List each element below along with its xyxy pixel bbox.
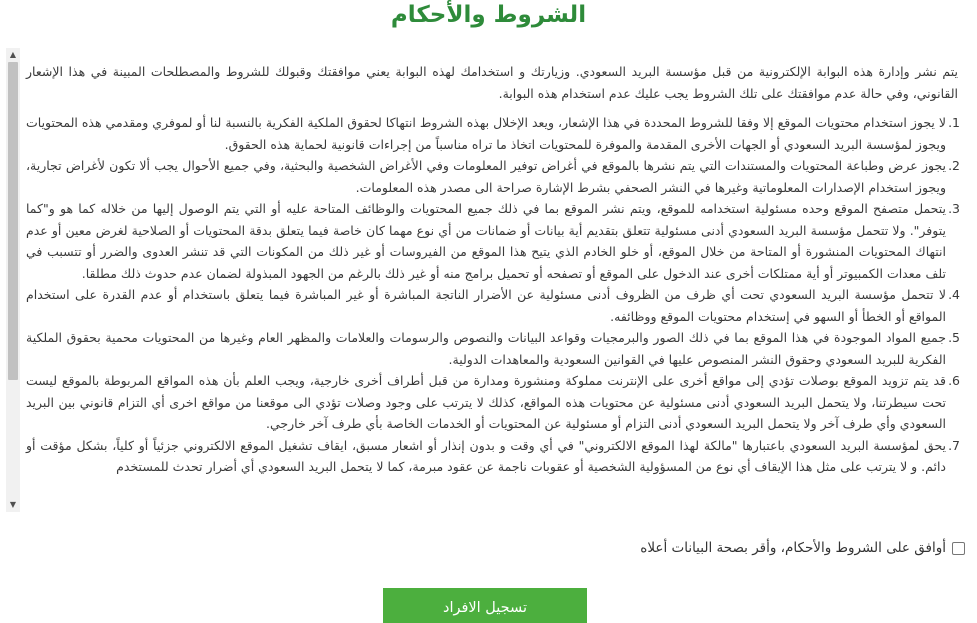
clause-text: يجوز عرض وطباعة المحتويات والمستندات التي يتم نشرها بالموقع في أغراض توفير المعلومات وفي الأغراض الشخصية والبحثية، وفي جميع الأحوال يجب ألا تكون لأغراض تجارية، ويجوز استخدام الإصدارات المعلوماتية وغيرها في النشر الصحفي بشرط الإشارة صراحة الى مصدر هذه المعلومات. bbox=[26, 158, 946, 195]
clause-number: 4. bbox=[948, 287, 960, 302]
terms-clause-5 bbox=[26, 327, 958, 370]
clause-number: 3. bbox=[948, 201, 960, 216]
clause-text: يحق لمؤسسة البريد السعودي باعتبارها "مالكة لهذا الموقع الالكتروني" في أي وقت و بدون إنذار أو اشعار مسبق، ايقاف تشغيل الموقع الالكتروني جزئياً أو كلياً، بشكل مؤقت أو دائم. و لا يترتب على مثل هذا الإيقاف أي نوع من المسؤولية الشخصية أو عقوبات ناجمة عن عقود مبرمة، كما لا يتحمل البريد السعودي أي أضرار تحدث للمستخدم bbox=[26, 437, 946, 474]
clause-number: 5. bbox=[948, 330, 960, 345]
scroll-up-arrow-icon[interactable]: ▲ bbox=[9, 50, 17, 59]
terms-intro: يتم نشر وإدارة هذه البوابة الإلكترونية من قبل مؤسسة البريد السعودي. وزيارتك و استخدامك لهذه البوابة يعني موافقتك وقبولك للشروط والمصطلحات المبينة في هذا الإشعار القانوني، وفي حالة عدم موافقتك على تلك الشروط يجب عليك عدم استخدام هذه البوابة. bbox=[26, 64, 958, 101]
clause-text: جميع المواد الموجودة في هذا الموقع بما في ذلك الصور والبرمجيات وقواعد البيانات والنصوص والرسومات والعلامات والمظهر العام وغيرها من المحتويات محمية بحقوق الملكية الفكرية للبريد السعودي وحقوق النشر المنصوص عليها في القوانين السعودية والمعاهدات الدولية. bbox=[26, 330, 946, 367]
clause-text: قد يتم تزويد الموقع بوصلات تؤدي إلى مواقع أخرى على الإنترنت مملوكة ومنشورة ومدارة من قبل أطراف أخرى خارجية، ويجب العلم بأن هذه المواقع المربوطة بالموقع ليست تحت سيطرتنا، ولا يتحمل البريد السعودي أدنى مسئولية عن محتويات هذه المواقع، كذلك لا يترتب على وجود وصلات تؤدي الى موقعنا من مواقع اخرى أي التزام قانوني بين البريد السعودي وأي طرف آخر ولا يتحمل البريد السعودي أدنى التزام أو مسئولية عن المحتويات أو الخدمات الخاصة بأي طرف آخر خارجي. bbox=[26, 373, 946, 431]
vertical-scrollbar[interactable] bbox=[6, 48, 20, 512]
page-title: الشروط والأحكام bbox=[390, 2, 587, 28]
clause-text: يتحمل متصفح الموقع وحده مسئولية استخدامه للموقع، ويتم نشر الموقع بما في ذلك جميع المحتويات والوظائف المتاحة عليه أو التي يتم الوصول إليها من خلاله كما هو و"كما يتوفر". ولا تتحمل مؤسسة البريد السعودي أدنى مسئولية تتعلق بتقديم أية بيانات أو ضمانات من أي نوع مهما كان خاصة فيما يتعلق بدقة المحتويات أو الصلاحية لغرض معين أو عدم انتهاك المحتويات المنشورة أو المتاحة من خلال الموقع، أو خلو الخادم الذي يتيح هذا الموقع من الفيروسات أو غير ذلك من المكونات التي قد تنشر العدوى والضرر أو تتسبب في تلف معدات الكمبيوتر أو أية ممتلكات أخرى عند الدخول على الموقع أو تصفحه أو تحميل برامج منه أو غير ذلك بالرغم من الجهود المبذولة لضمان عدم حدوث ذلك مطلقا. bbox=[26, 201, 946, 281]
terms-scroll-box[interactable] bbox=[6, 48, 964, 512]
agree-terms-row[interactable] bbox=[640, 540, 965, 556]
terms-clause-1 bbox=[26, 112, 958, 155]
agree-terms-label[interactable]: أوافق على الشروط والأحكام، وأقر بصحة البيانات أعلاه bbox=[640, 540, 946, 556]
register-individuals-button[interactable]: تسجيل الافراد bbox=[383, 588, 587, 623]
clause-text: لا تتحمل مؤسسة البريد السعودي تحت أي ظرف من الظروف أدنى مسئولية عن الأضرار الناتجة المباشرة أو غير المباشرة فيما يتعلق باستخدام أو عدم القدرة على استخدام المواقع أو الخطأ أو السهو في إستخدام محتويات الموقع ووظائفه. bbox=[26, 287, 946, 324]
terms-clause-7 bbox=[26, 435, 958, 478]
clause-number: 6. bbox=[948, 373, 960, 388]
clause-text: لا يجوز استخدام محتويات الموقع إلا وفقا للشروط المحددة في هذا الإشعار، ويعد الإخلال بهذه الشروط انتهاكا لحقوق الملكية الفكرية بالنسبة لنا أو لموفري ومقدمي هذه المحتويات ويجوز لمؤسسة البريد السعودي أو الجهات الأخرى المقدمة والموفرة للمحتويات اتخاذ ما تراه مناسباً من إجراءات قانونية لحماية هذه الحقوق. bbox=[26, 115, 946, 152]
terms-clause-2 bbox=[26, 155, 958, 198]
clause-number: 1. bbox=[948, 115, 960, 130]
agree-terms-checkbox[interactable] bbox=[952, 542, 965, 555]
scroll-thumb[interactable] bbox=[8, 62, 18, 380]
terms-clause-3 bbox=[26, 198, 958, 284]
scroll-down-arrow-icon[interactable]: ▼ bbox=[9, 500, 17, 509]
clause-number: 7. bbox=[948, 437, 960, 453]
terms-clauses-list bbox=[26, 112, 958, 478]
terms-clause-4 bbox=[26, 284, 958, 327]
terms-clause-6 bbox=[26, 370, 958, 435]
clause-number: 2. bbox=[948, 158, 960, 173]
terms-content bbox=[26, 61, 958, 478]
